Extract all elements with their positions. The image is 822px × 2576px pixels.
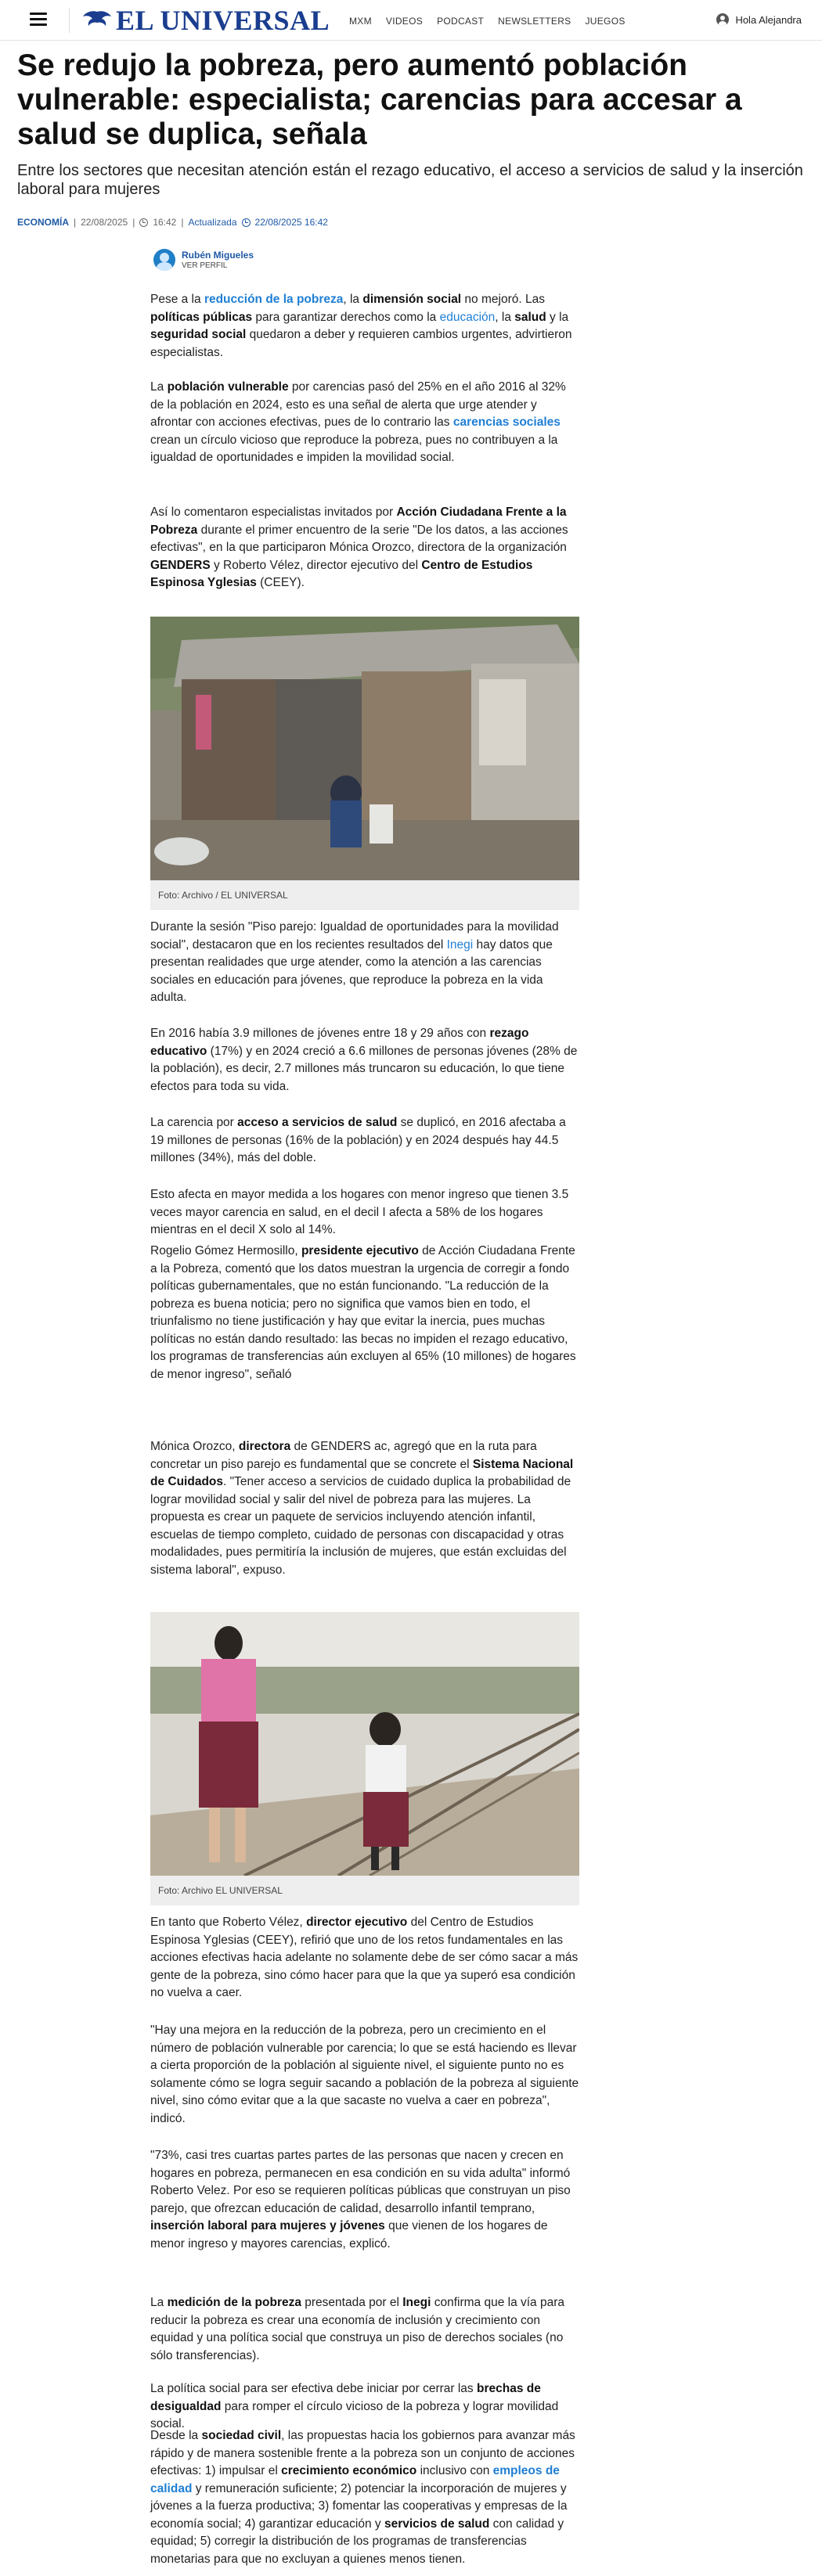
- publish-date: 22/08/2025: [81, 217, 128, 228]
- article-paragraph: La medición de la pobreza presentada por el Inegi confirma que la vía para reducir la pobreza es crear una economía de inclusión y crecimiento con equidad y una política social que construya un piso de derechos sociales (no sólo transferencias).: [150, 2296, 564, 2362]
- link-carencias-sociales[interactable]: carencias sociales: [452, 416, 561, 429]
- girls-railway-photo: [150, 1612, 579, 1876]
- article-paragraph: "Hay una mejora en la reducción de la pobreza, pero un crecimiento en el número de población vulnerable por carencia; lo que se está haciendo es llevar a cierta proporción de la población al siguiente nivel, el siguiente punto no es solamente cómo se logra seguir sacando a población de la pobreza al siguiente nivel, sino cómo evitar que a la que sacaste no vuelva a caer en pobreza", indicó.: [150, 2024, 579, 2125]
- user-greeting: Hola Alejandra: [735, 13, 802, 26]
- link-inegi[interactable]: Inegi: [446, 937, 474, 952]
- article-paragraph: Durante la sesión "Piso parejo: Igualdad de oportunidades para la movilidad social", destacaron que en los recientes resultados del Inegi hay datos que presentan realidades que urge atender, como la atención a las carencias sociales en educación para jóvenes, que reproduce la pobreza en la vida adulta.: [150, 920, 559, 1004]
- link-reduccion-pobreza[interactable]: reducción de la pobreza: [204, 293, 344, 306]
- article-subheadline: Entre los sectores que necesitan atención están el rezago educativo, el acceso a servicios de salud y la inserción laboral para mujeres: [17, 162, 803, 198]
- article-paragraph: Desde la sociedad civil, las propuestas hacia los gobiernos para avanzar más rápido y de manera sostenible frente a la pobreza son un conjunto de acciones efectivas: 1) impulsar el crecimiento económico inclusivo con empleos de calidad y remuneración suficiente; 2) potenciar la incorporación de mujeres y jóvenes a la fuerza productiva; 3) fomentar las cooperativas y empresas de la economía social; 4) garantizar educación y servicios de salud con calidad y equidad; 5) corregir la distribución de los programas de transferencias monetarias para que no excluyan a quienes menos tienen.: [150, 2429, 575, 2566]
- clock-icon: [242, 218, 251, 227]
- article-paragraph: La política social para ser efectiva debe iniciar por cerrar las brechas de desigualdad para romper el círculo vicioso de la pobreza y lograr movilidad social.: [150, 2382, 559, 2430]
- main-nav: [349, 16, 626, 27]
- eagle-logo-icon: [81, 9, 113, 32]
- article-paragraph: "73%, casi tres cuartas partes partes de las personas que nacen y crecen en hogares en pobreza, permanecen en esa condición en su vida adulta" informó Roberto Velez. Por eso se requieren políticas públicas que construyan un piso parejo, que ofrezcan educación de calidad, desarrollo infantil temprano, inserción laboral para mujeres y jóvenes que vienen de los hogares de menor ingreso y mayores carencias, explicó.: [150, 2149, 571, 2250]
- author-avatar[interactable]: [153, 249, 175, 271]
- nav-newsletters[interactable]: NEWSLETTERS: [498, 16, 571, 27]
- nav-mxm[interactable]: MXM: [349, 16, 372, 27]
- article-paragraph: Pese a la reducción de la pobreza, la dimensión social no mejoró. Las políticas públicas para garantizar derechos como la educación, la salud y la seguridad social quedaron a deber y requieren cambios urgentes, advirtieron especialistas.: [150, 293, 572, 359]
- article-paragraph: La carencia por acceso a servicios de salud se duplicó, en 2016 afectaba a 19 millones de personas (16% de la población) y en 2024 después hay 44.5 millones (34%), más del doble.: [150, 1116, 566, 1164]
- author-name[interactable]: Rubén Migueles: [182, 249, 254, 261]
- article-paragraph: En 2016 había 3.9 millones de jóvenes entre 18 y 29 años con rezago educativo (17%) y en 2024 creció a 6.6 millones de personas jóvenes (28% de la población), es decir, 2.7 millones más truncaron su educación, lo que tiene efectos para toda su vida.: [150, 1027, 578, 1093]
- article-headline: Se redujo la pobreza, pero aumentó población vulnerable: especialista; carencias para accesar a salud se duplica, señala: [17, 49, 742, 151]
- nav-videos[interactable]: VIDEOS: [385, 16, 424, 27]
- photo-caption: Foto: Archivo EL UNIVERSAL: [150, 1876, 579, 1905]
- top-bar: [0, 0, 822, 41]
- publish-time: 16:42: [153, 217, 177, 228]
- article-paragraph: La población vulnerable por carencias pasó del 25% en el año 2016 al 32% de la población en 2024, esto es una señal de alerta que urge atender y afrontar con acciones efectivas, pues de lo contrario las carencias sociales crean un círculo vicioso que reproduce la pobreza, pues no contribuyen a la igualdad de oportunidades e impiden la movilidad social.: [150, 380, 566, 464]
- user-menu[interactable]: [716, 13, 802, 26]
- author-block[interactable]: [153, 249, 254, 271]
- meta-separator: |: [181, 217, 184, 228]
- link-educacion[interactable]: educación: [439, 310, 496, 324]
- shack-photo: [150, 617, 579, 880]
- hamburger-menu-icon[interactable]: [30, 13, 47, 28]
- meta-separator: |: [132, 217, 135, 228]
- nav-podcast[interactable]: PODCAST: [437, 16, 485, 27]
- link-empleos-calidad[interactable]: empleos de calidad: [150, 2464, 560, 2495]
- article-paragraph: Así lo comentaron especialistas invitados por Acción Ciudadana Frente a la Pobreza durante el primer encuentro de la serie "De los datos, a las acciones efectivas", en la que participaron Mónica Orozco, directora de la organización GENDERS y Roberto Vélez, director ejecutivo del Centro de Estudios Espinosa Yglesias (CEEY).: [150, 505, 568, 589]
- article-photo-2: [150, 1612, 579, 1905]
- meta-separator: |: [74, 217, 77, 228]
- clock-icon: [139, 218, 148, 227]
- nav-juegos[interactable]: JUEGOS: [585, 16, 626, 27]
- divider: [69, 8, 70, 33]
- section-link[interactable]: ECONOMÍA: [17, 217, 69, 228]
- article-paragraph: Rogelio Gómez Hermosillo, presidente ejecutivo de Acción Ciudadana Frente a la Pobreza, comentó que los datos muestran la urgencia de corregir a fondo políticas gubernamentales, que no están funcionando. "La reducción de la pobreza es buena noticia; pero no significa que vamos bien en todo, el triunfalismo no tiene justificación y hay que evitar la inercia, pues muchas políticas no están dando resultado: las becas no impiden el rezago educativo, los programas de transferencias aún excluyen al 65% (10 millones) de hogares de menor ingreso", señaló: [150, 1244, 576, 1381]
- article-meta: [17, 217, 328, 228]
- article-paragraph: En tanto que Roberto Vélez, director ejecutivo del Centro de Estudios Espinosa Yglesias (CEEY), refirió que uno de los retos fundamentales en las acciones efectivas hacia adelante no solamente debe de ser cómo sacar a más gente de la pobreza, sino cómo hacer para que la que ya superó esa condición no vuelva a caer.: [150, 1916, 579, 1999]
- updated-datetime: 22/08/2025 16:42: [254, 217, 328, 228]
- site-logo[interactable]: [81, 6, 330, 34]
- logo-text: EL UNIVERSAL: [116, 5, 330, 36]
- article-photo-1: [150, 617, 579, 910]
- article-paragraph: Esto afecta en mayor medida a los hogares con menor ingreso que tienen 3.5 veces mayor carencia en salud, en el decil I afecta a 58% de los hogares mientras en el decil X solo al 14%.: [150, 1188, 569, 1236]
- view-profile-link[interactable]: VER PERFIL: [182, 261, 228, 270]
- updated-label: Actualizada: [188, 217, 237, 228]
- article-paragraph: Mónica Orozco, directora de GENDERS ac, agregó que en la ruta para concretar un piso parejo es fundamental que se concrete el Sistema Nacional de Cuidados. "Tener acceso a servicios de cuidado duplica la probabilidad de lograr movilidad social y salir del nivel de pobreza para las mujeres. La propuesta es crear un paquete de servicios incluyendo atención infantil, escuelas de tiempo completo, cuidado de personas con discapacidad y otras modalidades, pues permitiría la inclusión de mujeres, que están excluidas del sistema laboral", expuso.: [150, 1440, 574, 1577]
- photo-caption: Foto: Archivo / EL UNIVERSAL: [150, 880, 579, 910]
- user-icon: [716, 13, 729, 26]
